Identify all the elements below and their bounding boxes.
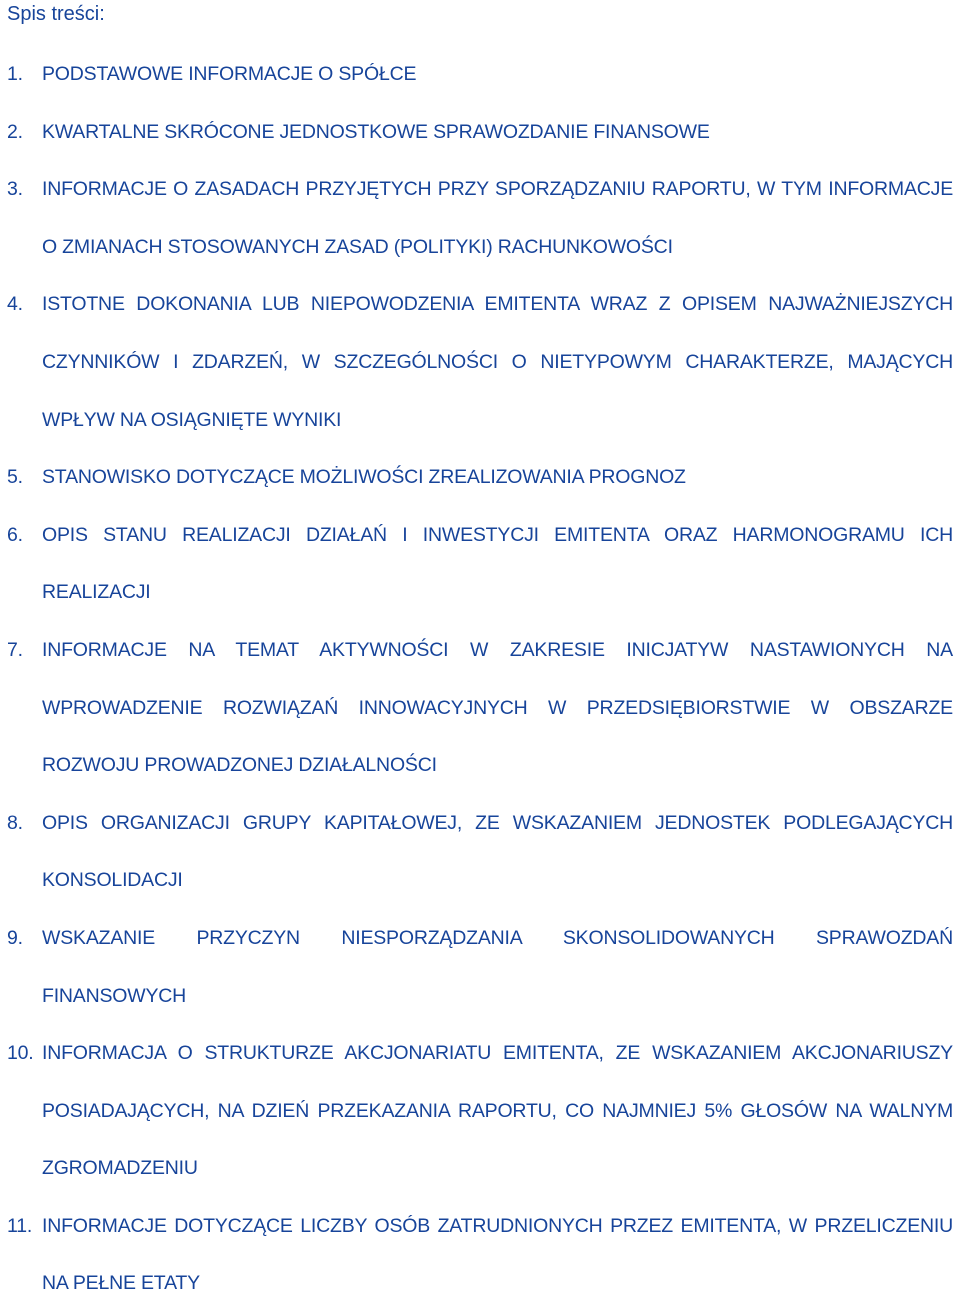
toc-item-number: 8. [7,811,23,834]
toc-item-text: OPIS ORGANIZACJI GRUPY KAPITAŁOWEJ, ZE WSKAZANIEM JEDNOSTEK PODLEGAJĄCYCH KONSOLIDACJI [42,811,953,892]
toc-item-number: 2. [7,120,23,143]
toc-item-number: 9. [7,926,23,949]
toc-item-number: 3. [7,178,23,201]
toc-item-text: OPIS STANU REALIZACJI DZIAŁAŃ I INWESTYCJI EMITENTA ORAZ HARMONOGRAMU ICH REALIZACJI [42,523,953,604]
toc-item-number: 5. [7,466,23,489]
toc-item-text: INFORMACJE O ZASADACH PRZYJĘTYCH PRZY SPORZĄDZANIU RAPORTU, W TYM INFORMACJE O ZMIANACH STOSOWANYCH ZASAD (POLITYKI) RACHUNKOWOŚCI [42,178,953,258]
toc-item-3[interactable] [0,161,953,276]
table-of-contents [0,46,960,1313]
toc-item-text: INFORMACJA O STRUKTURZE AKCJONARIATU EMITENTA, ZE WSKAZANIEM AKCJONARIUSZY POSIADAJĄCYCH, NA DZIEŃ PRZEKAZANIA RAPORTU, CO NAJMNIEJ 5% GŁOSÓW NA WALNYM ZGROMADZENIU [42,1042,953,1180]
toc-item-6[interactable] [0,507,953,622]
toc-item-11[interactable] [0,1198,953,1313]
toc-item-number: 11. [7,1214,33,1237]
toc-item-1[interactable] [0,46,953,104]
toc-item-text: INFORMACJE DOTYCZĄCE LICZBY OSÓB ZATRUDNIONYCH PRZEZ EMITENTA, W PRZELICZENIU NA PEŁNE ETATY [42,1214,953,1295]
toc-item-10[interactable] [0,1025,953,1198]
toc-item-2[interactable] [0,104,953,162]
toc-item-9[interactable] [0,910,953,1025]
toc-item-text: WSKAZANIE PRZYCZYN NIESPORZĄDZANIA SKONSOLIDOWANYCH SPRAWOZDAŃ FINANSOWYCH [42,926,953,1007]
toc-item-text: PODSTAWOWE INFORMACJE O SPÓŁCE [42,63,417,85]
toc-item-number: 7. [7,638,23,661]
toc-item-8[interactable] [0,795,953,910]
toc-item-4[interactable] [0,276,953,449]
toc-item-number: 10. [7,1042,34,1065]
toc-item-text: KWARTALNE SKRÓCONE JEDNOSTKOWE SPRAWOZDANIE FINANSOWE [42,120,710,143]
toc-item-number: 4. [7,293,23,316]
toc-item-7[interactable] [0,622,953,795]
toc-title: Spis treści: [7,3,105,25]
toc-item-text: ISTOTNE DOKONANIA LUB NIEPOWODZENIA EMITENTA WRAZ Z OPISEM NAJWAŻNIEJSZYCH CZYNNIKÓW I ZDARZEŃ, W SZCZEGÓLNOŚCI O NIETYPOWYM CHARAKTERZE, MAJĄCYCH WPŁYW NA OSIĄGNIĘTE WYNIKI [42,293,953,431]
toc-item-5[interactable] [0,449,953,507]
toc-item-text: STANOWISKO DOTYCZĄCE MOŻLIWOŚCI ZREALIZOWANIA PROGNOZ [42,466,686,489]
toc-item-text: INFORMACJE NA TEMAT AKTYWNOŚCI W ZAKRESIE INICJATYW NASTAWIONYCH NA WPROWADZENIE ROZWIĄZAŃ INNOWACYJNYCH W PRZEDSIĘBIORSTWIE W OBSZARZE ROZWOJU PROWADZONEJ DZIAŁALNOŚCI [42,638,953,777]
toc-item-number: 1. [7,63,23,85]
toc-item-number: 6. [7,523,23,546]
